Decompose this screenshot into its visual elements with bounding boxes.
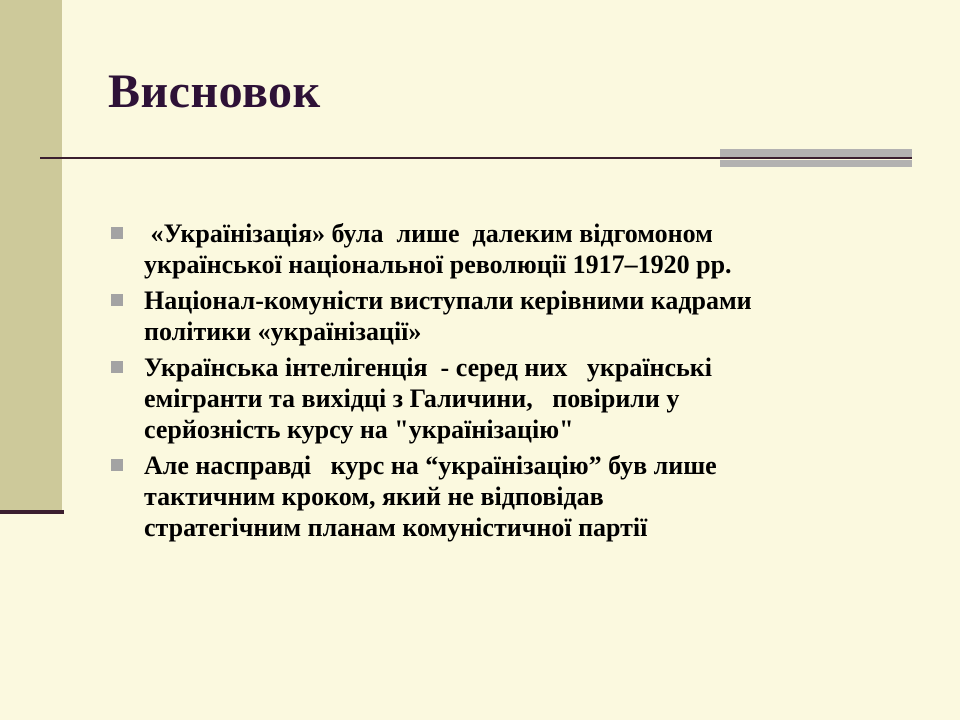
bullet-line: емігранти та вихідці з Галичини, повірили у [144,384,680,413]
bullet-line: Українська інтелігенція - серед них українські [144,353,713,382]
left-decorative-band [0,0,62,512]
bullet-line: української національної революції 1917–1920 рр. [144,250,732,279]
bullet-line: Але насправді курс на “українізацію” був лише [144,451,717,480]
square-bullet-icon [111,294,123,306]
square-bullet-icon [111,361,123,373]
bullet-item-1 [108,218,908,280]
bullet-item-3 [108,352,908,445]
bullet-line: Націонал-комуністи виступали керівними кадрами [144,286,752,315]
bullet-line: стратегічним планам комуністичної партії [144,513,648,542]
square-bullet-icon [111,227,123,239]
bullet-line: серйозність курсу на "українізацію" [144,415,574,444]
title-accent-rule [720,149,912,167]
square-bullet-icon [111,459,123,471]
left-band-bottom-edge [0,510,64,514]
bullet-item-2 [108,285,908,347]
slide-title: Висновок [108,65,321,118]
bullet-item-4 [108,450,908,543]
bullet-line: «Українізація» була лише далеким відгомоном [144,219,713,248]
bullet-list [108,218,908,548]
bullet-line: політики «українізації» [144,317,422,346]
bullet-line: тактичним кроком, який не відповідав [144,482,604,511]
